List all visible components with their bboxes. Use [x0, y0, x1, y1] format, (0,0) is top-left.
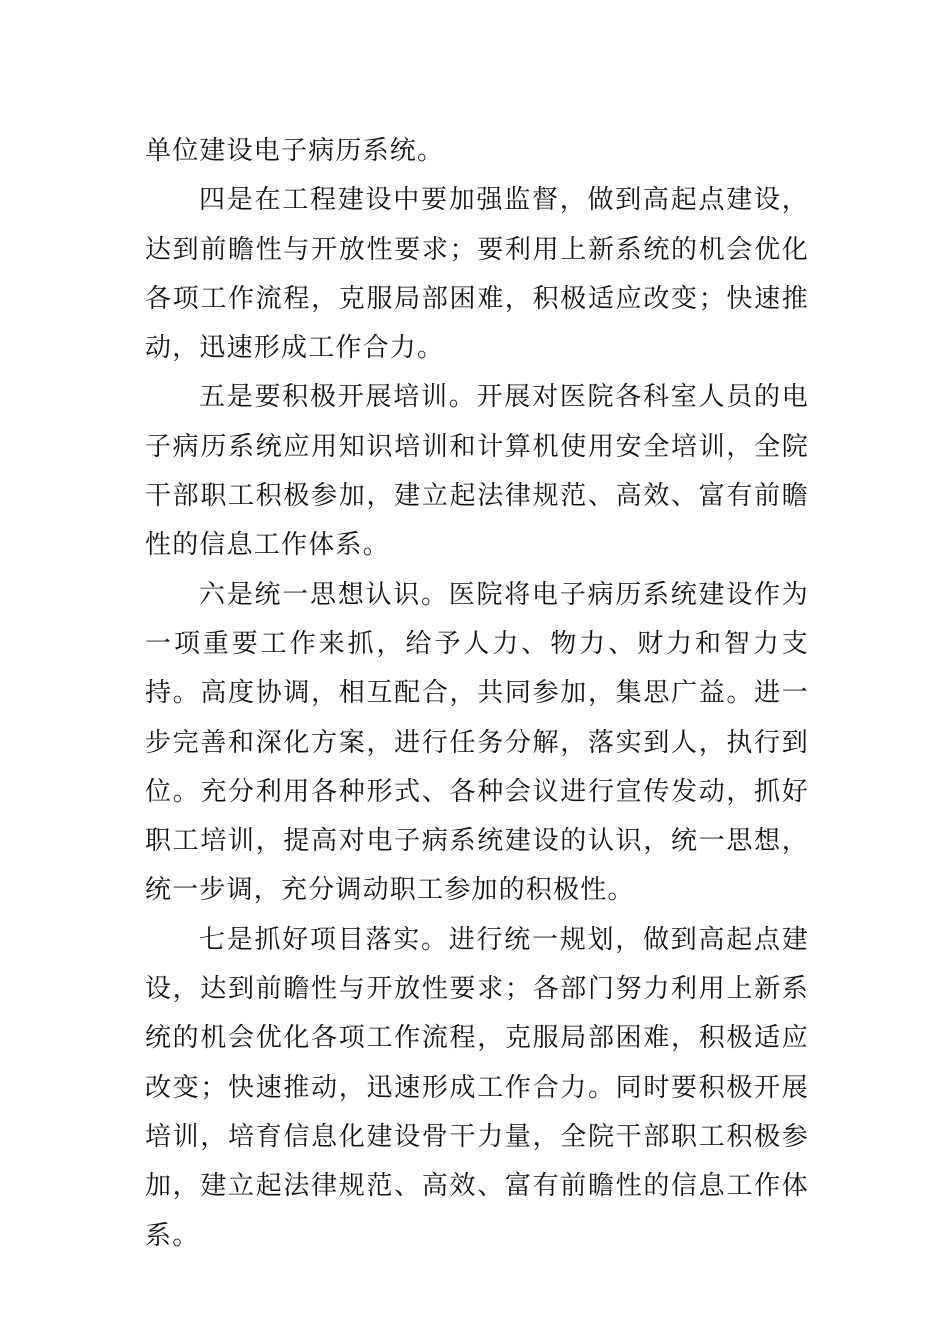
paragraph-item-6: 六是统一思想认识。医院将电子病历系统建设作为一项重要工作来抓，给予人力、物力、财力和智力支持。高度协调，相互配合，共同参加，集思广益。进一步完善和深化方案，进行任务分解，落实到人，执行到位。充分利用各种形式、各种会议进行宣传发动，抓好职工培训，提高对电子病系统建设的认识，统一思想，统一步调，充分调动职工参加的积极性。	[145, 579, 809, 906]
document-body	[145, 127, 809, 1261]
paragraph-continuation: 单位建设电子病历系统。	[145, 136, 445, 166]
paragraph-item-4: 四是在工程建设中要加强监督，做到高起点建设，达到前瞻性与开放性要求；要利用上新系统的机会优化各项工作流程，克服局部困难，积极适应改变；快速推动，迅速形成工作合力。	[145, 185, 809, 364]
paragraph-item-5: 五是要积极开展培训。开展对医院各科室人员的电子病历系统应用知识培训和计算机使用安全培训，全院干部职工积极参加，建立起法律规范、高效、富有前瞻性的信息工作体系。	[145, 382, 809, 561]
paragraph-item-7: 七是抓好项目落实。进行统一规划，做到高起点建设，达到前瞻性与开放性要求；各部门努力利用上新系统的机会优化各项工作流程，克服局部困难，积极适应改变；快速推动，迅速形成工作合力。同时要积极开展培训，培育信息化建设骨干力量，全院干部职工积极参加，建立起法律规范、高效、富有前瞻性的信息工作体系。	[145, 924, 809, 1251]
